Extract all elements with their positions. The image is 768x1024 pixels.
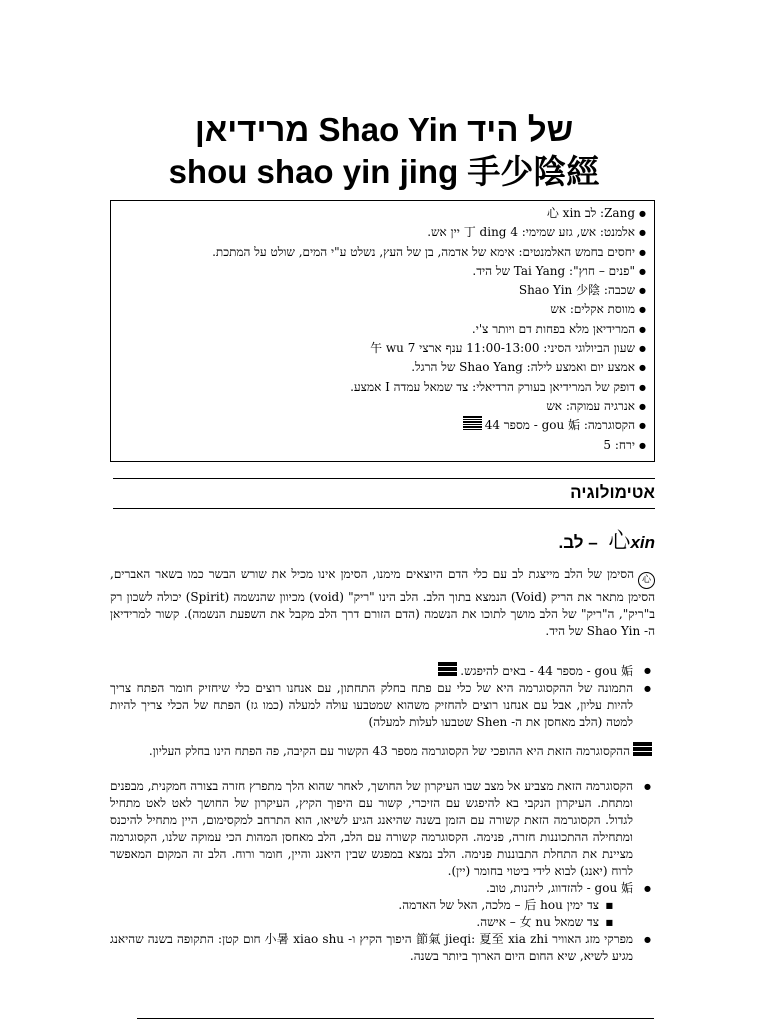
info-item-midday: ● אמצע יום ואמצע לילה: Shao Yang של הרגל. [119,358,646,377]
subheading-text: – לב. [558,533,603,552]
info-item-pulse: ● דופק של המרידיאן בעורק הרדיאלי: צד שמאל עמדה I אמצע. [119,378,646,397]
list-item: ● התמונה של ההקסוגרמה היא של כלי עם פתח בחלק התחתון, עם אנחנו רוצים כלי שיחזיק חומר הפתח צריך להיות עליון, אבל עם אנחנו רוצים להחזיק משהוא שמטבעו עולה למעלה (כמו גז) הפתח של הכלי צריך להיות למטה (הלב מאחסן את ה- Shen שטבעו לעלות למעלה) [110,680,655,731]
info-item-layer: ● שכבה: Shao Yin 少陰 [119,281,646,300]
info-item-blood-qi: ● המרידיאן מלא בפחות דם ויותר צ'י. [119,320,646,339]
footer-rule [137,1018,654,1019]
page-title: מרידיאן Shao Yin של היד [194,111,574,148]
subheading-glyph: 心 [608,528,631,553]
subheading [559,528,655,556]
info-item-moon: ● ירח: 5 [119,436,646,455]
info-item-hexagram-text: הקסוגרמה: gou 姤 - מספר 44 [484,418,635,433]
etymology-paragraph [110,566,655,640]
list-item: ● מפרקי מזג האוויר 節氣 jieqi: 夏至 xia zhi היפוך הקיץ ו- 小暑 xiao shu חום קטן: התקופה בשנה שהיאנג מגיע לשיא, שיא החום היום הארוך ביותר בשנה. [110,931,655,965]
hexagram-paragraph [110,742,655,760]
info-item-hexagram [119,416,646,435]
section-rule-top [113,478,655,479]
info-item-energy: ● אנרגיה עמוקה: אש [119,397,646,416]
sub-list [110,897,633,931]
list-item: ● הקסוגרמה הזאת מצביע אל מצב שבו העיקרון של החושך, לאחר שהוא הלך מתפרץ חזרה בצורה חמקנית, מבפנים ומתחת. העיקרון הנקבי בא להיפגש עם הזיכרי, קשור עם היפוך הקיץ, העיקרון של החושך לאט לאט מתחיל לגדול. הקסוגרמה הזאת קשורה עם הזמן בשנה שהיאנג הגיע לשיאו, הוא התרחב למקסימום, היין מתחיל להיכנס ומתחילה ההתכוננות חזרה, פנימה. הקסוגרמה קשורה עם הלב, הלב מאחסן המהות הכי עמוקה שלנו, הקסוגרמה מציינת את התחלת התבוננות פנימה. הלב נמצא במפגש שבין היאנג והיין, חומר ורוח. הלב זה המקום המאפשר לרוח (יאנג) לבוא לידי ביטוי בחומר (יין). [110,778,655,880]
hexagram-43-icon [633,742,652,757]
meridian-info-box [110,200,655,462]
list-item [110,662,655,680]
list-item [110,880,655,931]
heart-seal-icon: 心 [638,572,655,589]
hexagram-44-icon [438,662,457,677]
section-rule-bottom [113,508,655,509]
hexagram-paragraph-text: ההקסוגרמה הזאת היא ההופכי של הקסוגרמה מספר 43 הקשור עם הקיבה, פה הפתח הינו בחלק העליון. [148,744,630,758]
info-item-five-elements: ● יחסים בחמש האלמנטים: אימא של אדמה, בן של העץ, נשלט ע"י המים, שולט על המתכת. [119,243,646,262]
hexagram-44-icon [463,416,482,431]
info-item-inner-outer: ● "פנים – חוץ": Tai Yang של היד. [119,262,646,281]
list-item-text: gou 姤 - מספר 44 - באים להיפגש. [460,664,633,678]
subheading-pinyin: xin [630,533,655,552]
section-heading: אטימולוגיה [570,483,655,502]
info-item-climate: ● מווסת אקלים: אש [119,300,646,319]
page-subtitle: shou shao yin jing 手少陰經 [168,153,600,190]
sub-list-item: ■ צד שמאל 女 nu – אישה. [110,914,633,931]
info-list [119,204,646,455]
sub-list-item: ■ צד ימין 后 hou – מלכה, האל של האדמה. [110,897,633,914]
list-item-text: gou 姤 - להזדווג, ליהנות, טוב. [486,881,633,895]
info-item-element: ● אלמנט: אש, גזע שמימי: 4 丁 ding יין אש. [119,223,646,242]
etymology-paragraph-text: הסימן של הלב מייצגת לב עם כלי הדם היוצאים מימנו, הסימן אינו מכיל את שורש הבשר כמו בשאר האברים, הסימן מתאר את הריק (Void) הנמצא בתוך הלב. הלב הינו "ריק" (void) מכיוון שהנשמה (Spirit) יכולה לשכון רק ב"ריק", ה"ריק" של הלב מושך לתוכו את הנשמה (הדם הזורם דרך הלב מקבל את השפעת הנשמה). קשור למרידיאן ה- Shao Yin של היד. [110,567,655,638]
meaning-bullets [110,778,655,965]
hexagram-bullets [110,662,655,731]
info-item-zang: ● Zang: לב 心 xin [119,204,646,223]
info-item-clock: ● שעון הביולוגי הסיני: 11:00-13:00 ענף ארצי 7 午 wu [119,339,646,358]
